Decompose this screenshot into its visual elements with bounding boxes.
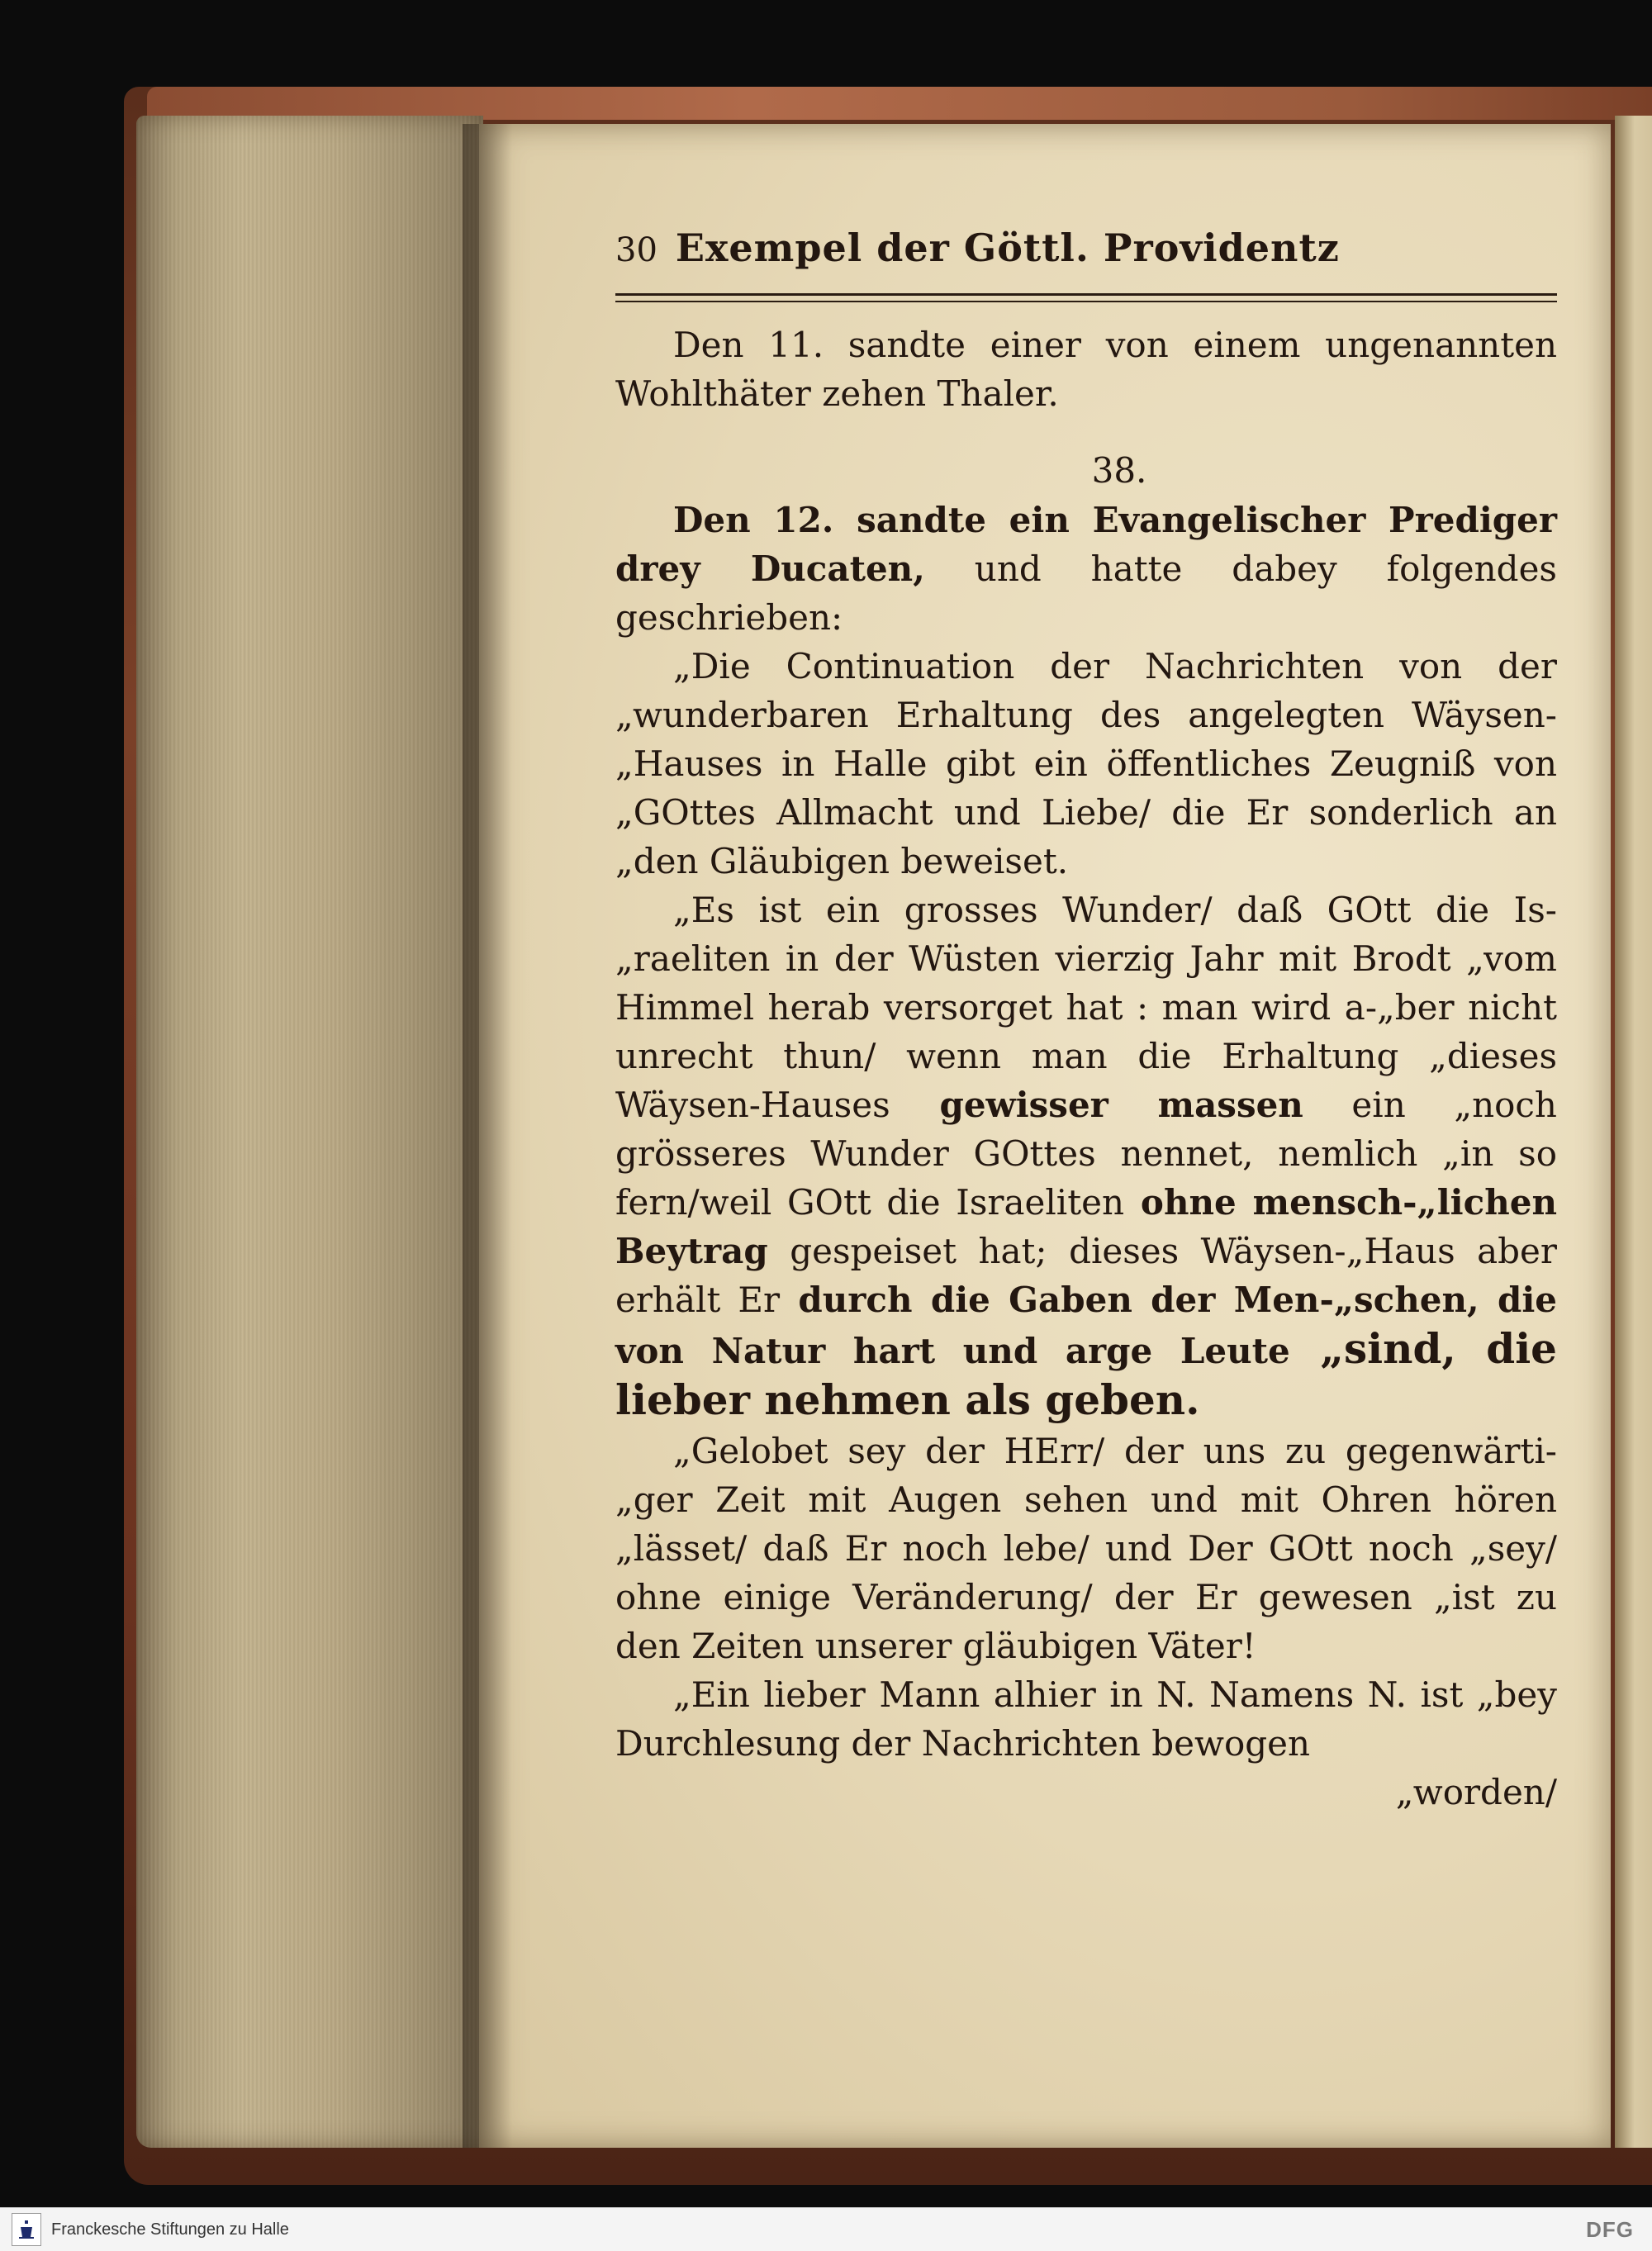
gutter-shadow — [463, 124, 512, 2148]
page-block-edge — [136, 116, 483, 2148]
letter-2-emphasis-3: durch die Gaben der Men-„schen, die von Natur hart und arge Leute — [615, 1280, 1558, 1371]
intro-bold: Den 12. sandte ein Evangelischer Prediger drey Ducaten, — [615, 500, 1557, 589]
letter-2-part-a: „Es ist ein grosses Wunder/ daß GOtt die Is-„raeliten in der Wüsten vierzig Jahr mit Brodt „vom Himmel herab versorget hat : man wird a-„ber nicht unrecht thun/ wenn man die Erhaltung „dieses Wäysen-Hauses — [615, 890, 1557, 1125]
viewer-footer — [0, 2207, 1652, 2251]
page-text — [615, 223, 1557, 1816]
section-number: 38. — [1091, 450, 1147, 491]
paragraph-entry-38-intro — [615, 496, 1557, 642]
facing-page-edge — [1615, 116, 1652, 2148]
letter-2-part-e: gespeiset hat; dieses Wäysen-„Haus aber erhält Er — [615, 1231, 1557, 1320]
footer-institution — [0, 2213, 289, 2246]
letter-paragraph-1: „Die Continuation der Nachrichten von der „wunderbaren Erhaltung des angelegten Wäysen-„Hauses in Halle gibt ein öffentliches Zeugniß von „GOttes Allmacht und Liebe/ die Er sonderlich an „den Gläubigen beweiset. — [615, 646, 1557, 881]
running-header — [615, 223, 1557, 275]
letter-2-emphasis-4: „sind, die lieber nehmen als geben. — [615, 1324, 1557, 1424]
intro-rest: und hatte dabey folgendes geschrieben: — [615, 549, 1557, 638]
institution-name: Franckesche Stiftungen zu Halle — [51, 2220, 289, 2239]
header-rule — [615, 293, 1557, 302]
page-number: 30 — [615, 231, 657, 269]
letter-2-emphasis-2: ohne mensch-„lichen Beytrag — [615, 1182, 1557, 1271]
letter-paragraph-3: „Gelobet sey der HErr/ der uns zu gegenwärti-„ger Zeit mit Augen sehen und mit Ohren hören „lässet/ daß Er noch lebe/ und Der GOtt noch „sey/ ohne einige Veränderung/ der Er gewesen „ist zu den Zeiten unserer gläubigen Väter! — [615, 1431, 1557, 1666]
institution-logo-icon — [12, 2213, 41, 2246]
letter-paragraph-4: „Ein lieber Mann alhier in N. Namens N. ist „bey Durchlesung der Nachrichten bewogen — [615, 1674, 1557, 1764]
running-title: Exempel der Göttl. Providentz — [675, 226, 1340, 270]
letter-paragraph-2 — [615, 886, 1557, 1427]
book-cover-top-edge — [147, 87, 1652, 120]
paragraph-entry-37: Den 11. sandte einer von einem ungenannten Wohlthäter zehen Thaler. — [615, 325, 1557, 414]
letter-2-emphasis-1: gewisser massen — [890, 1085, 1303, 1125]
letter-2-part-c: ein „noch grösseres Wunder GOttes nennet, nemlich „in so fern/weil GOtt die Israeliten — [615, 1085, 1557, 1223]
dfg-badge: DFG — [1586, 2216, 1634, 2242]
catchword: „worden/ — [1395, 1772, 1557, 1812]
